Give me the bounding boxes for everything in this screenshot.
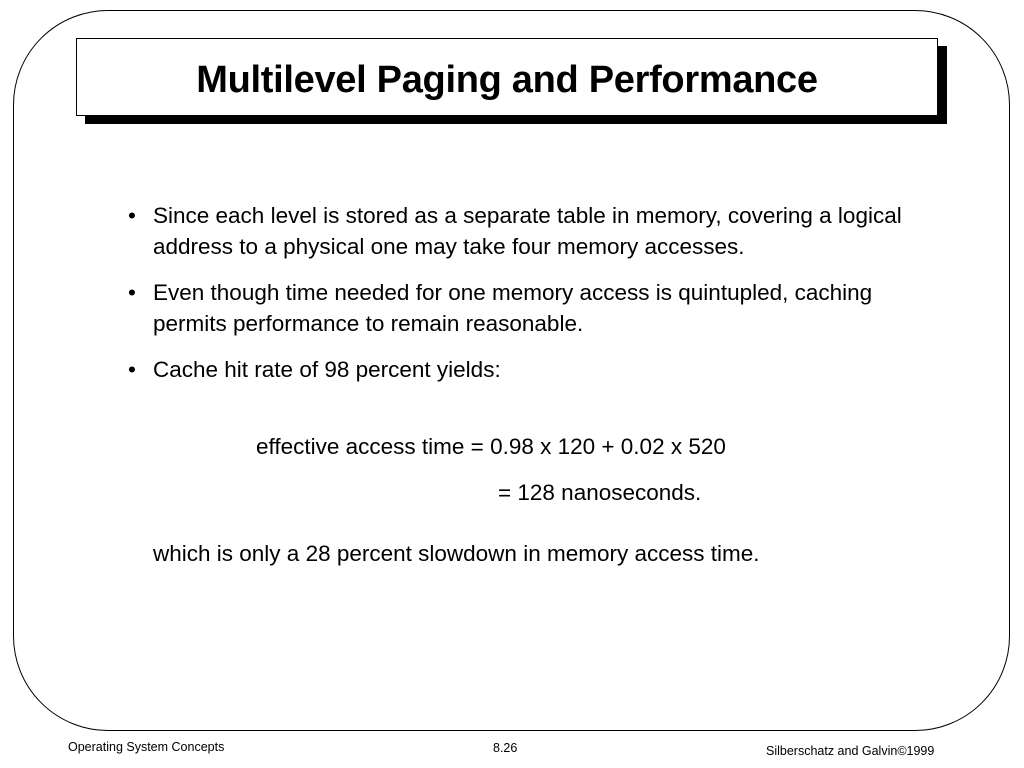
bullet-marker: • xyxy=(128,280,136,305)
bullet-text: Cache hit rate of 98 percent yields: xyxy=(153,357,501,382)
bullet-marker: • xyxy=(128,357,136,382)
footer-copyright: Silberschatz and Galvin©1999 xyxy=(766,744,935,758)
conclusion-text: which is only a 28 percent slowdown in memory access time. xyxy=(153,541,760,566)
footer-course-title: Operating System Concepts xyxy=(68,740,225,754)
bullet-marker: • xyxy=(128,203,136,228)
bullet-text: Even though time needed for one memory access is quintupled, caching permits performance to remain reasonable. xyxy=(153,280,873,336)
footer-page-number: 8.26 xyxy=(493,741,518,755)
title-box xyxy=(76,38,938,116)
bullet-list xyxy=(123,200,923,400)
bullet-item xyxy=(123,277,923,339)
bullet-item xyxy=(123,354,923,385)
formula-line-2: = 128 nanoseconds. xyxy=(498,480,702,505)
bullet-item xyxy=(123,200,923,262)
slide-title: Multilevel Paging and Performance xyxy=(196,58,818,101)
bullet-text: Since each level is stored as a separate table in memory, covering a logical address to a physical one may take four memory accesses. xyxy=(153,203,902,259)
formula-line-1: effective access time = 0.98 x 120 + 0.02 x 520 xyxy=(256,434,726,459)
